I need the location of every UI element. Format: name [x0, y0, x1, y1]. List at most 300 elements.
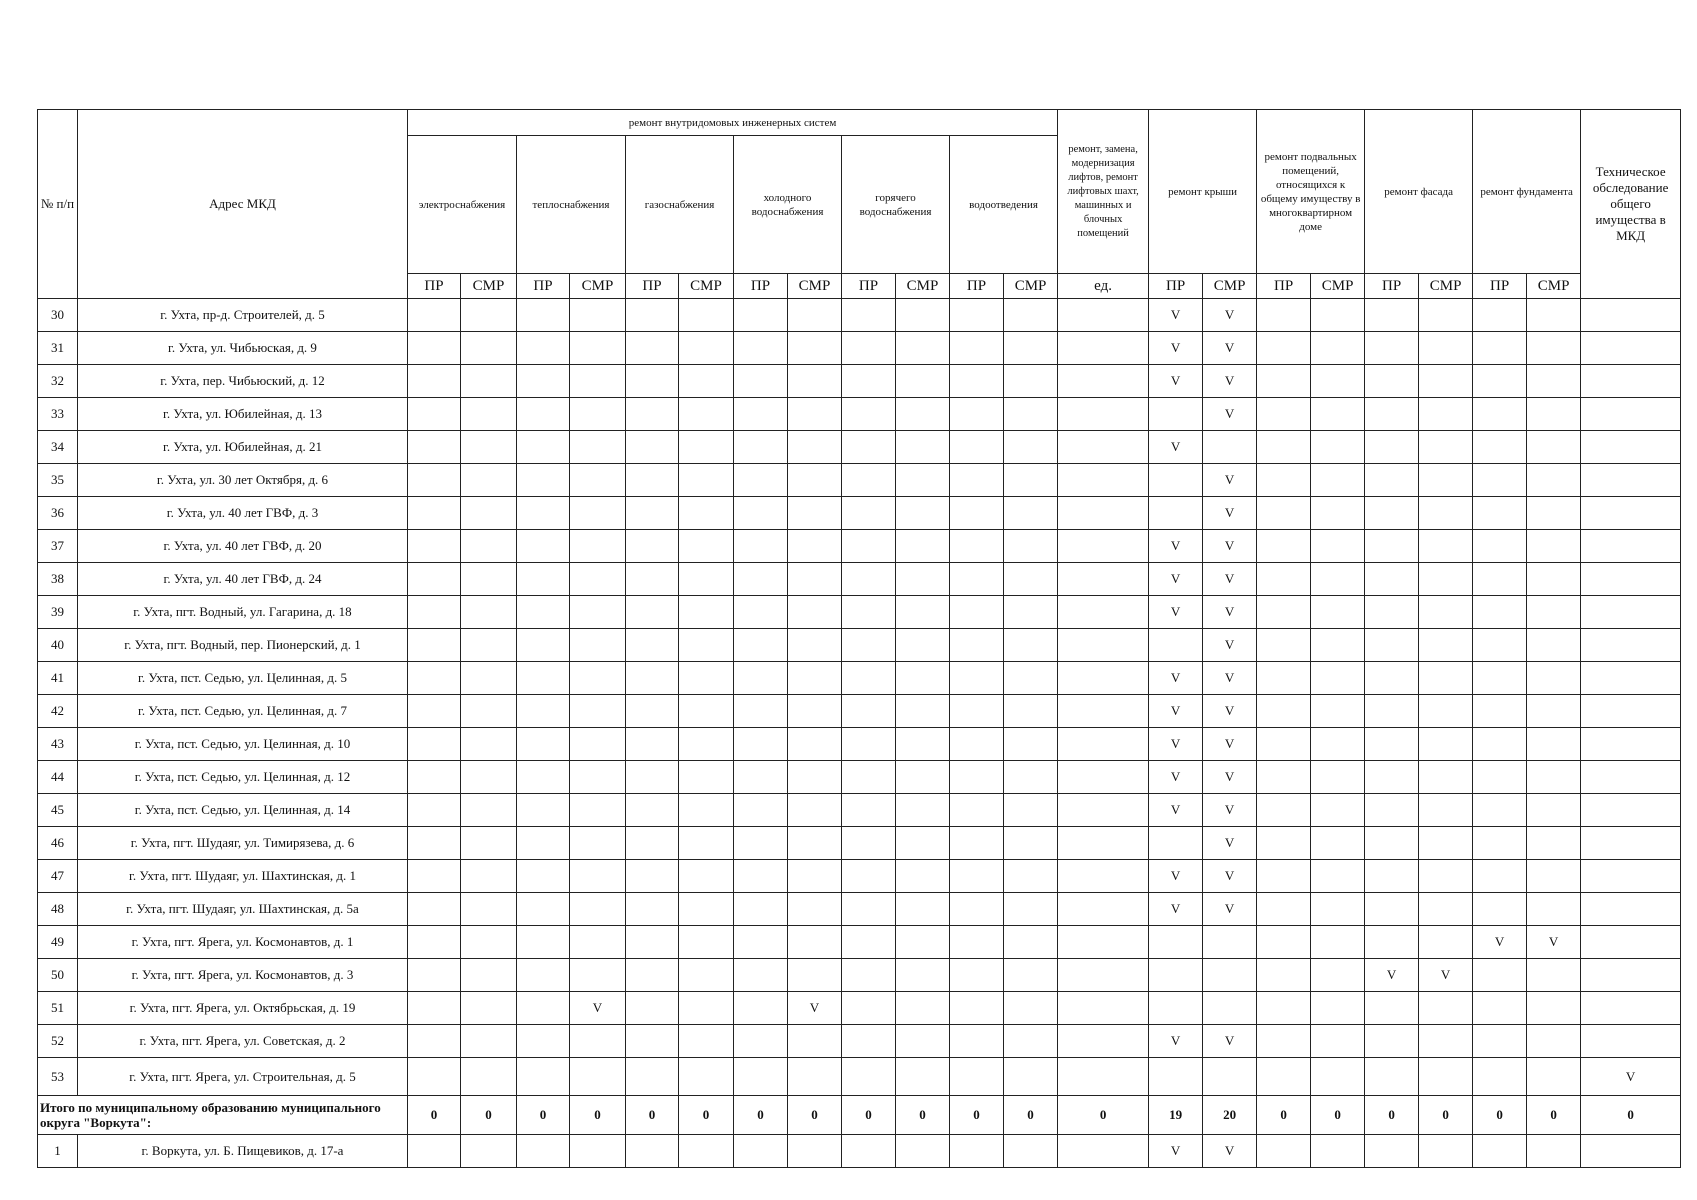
row-cell	[461, 761, 517, 794]
row-cell	[570, 695, 626, 728]
row-cell	[570, 1135, 626, 1168]
row-cell	[1311, 332, 1365, 365]
row-cell	[734, 662, 788, 695]
row-cell	[1527, 860, 1581, 893]
row-cell	[517, 662, 570, 695]
row-number: 30	[38, 299, 78, 332]
row-cell	[842, 431, 896, 464]
row-cell	[1581, 497, 1681, 530]
row-cell	[1257, 794, 1311, 827]
row-cell	[1473, 596, 1527, 629]
row-cell	[1058, 497, 1149, 530]
row-cell	[408, 563, 461, 596]
total-cell: 0	[1581, 1096, 1681, 1135]
subheader-pr: ПР	[1149, 274, 1203, 299]
row-cell	[1581, 893, 1681, 926]
row-cell	[679, 761, 734, 794]
row-address: г. Ухта, пр-д. Строителей, д. 5	[78, 299, 408, 332]
row-address: г. Ухта, пгт. Водный, пер. Пионерский, д. 1	[78, 629, 408, 662]
row-cell	[896, 332, 950, 365]
row-cell	[1527, 398, 1581, 431]
row-cell	[1257, 431, 1311, 464]
total-cell: 0	[896, 1096, 950, 1135]
row-cell	[1311, 1058, 1365, 1096]
row-cell	[842, 299, 896, 332]
row-cell	[517, 530, 570, 563]
row-cell	[679, 992, 734, 1025]
row-cell	[1149, 464, 1203, 497]
row-cell	[626, 596, 679, 629]
row-cell	[1311, 728, 1365, 761]
row-cell	[626, 893, 679, 926]
table-row	[38, 662, 1681, 695]
row-cell	[461, 332, 517, 365]
row-cell	[1058, 695, 1149, 728]
row-cell	[1203, 926, 1257, 959]
row-cell	[1004, 959, 1058, 992]
total-row	[38, 1096, 1681, 1135]
row-cell	[679, 1135, 734, 1168]
total-cell: 0	[517, 1096, 570, 1135]
row-cell	[1419, 992, 1473, 1025]
row-cell	[1311, 398, 1365, 431]
row-cell	[570, 431, 626, 464]
row-cell	[626, 431, 679, 464]
row-cell: V	[1203, 299, 1257, 332]
row-cell	[1419, 1025, 1473, 1058]
row-cell	[1527, 1025, 1581, 1058]
row-cell	[1058, 1025, 1149, 1058]
row-cell	[1257, 695, 1311, 728]
row-cell	[1058, 761, 1149, 794]
row-cell: V	[1203, 662, 1257, 695]
row-cell	[734, 728, 788, 761]
row-cell	[626, 827, 679, 860]
row-cell	[517, 1135, 570, 1168]
row-cell	[1581, 530, 1681, 563]
row-cell: V	[1203, 332, 1257, 365]
table-row	[38, 992, 1681, 1025]
row-cell	[461, 464, 517, 497]
row-address: г. Ухта, ул. Юбилейная, д. 13	[78, 398, 408, 431]
row-cell	[1581, 299, 1681, 332]
row-cell	[950, 398, 1004, 431]
row-cell: V	[1203, 563, 1257, 596]
row-cell	[408, 893, 461, 926]
row-cell	[679, 1058, 734, 1096]
row-cell	[679, 827, 734, 860]
subheader-smr: СМР	[1419, 274, 1473, 299]
row-cell	[626, 365, 679, 398]
row-cell	[1257, 497, 1311, 530]
row-cell	[1419, 695, 1473, 728]
row-cell	[517, 893, 570, 926]
row-number: 33	[38, 398, 78, 431]
row-cell	[626, 398, 679, 431]
row-cell	[896, 1025, 950, 1058]
row-cell	[679, 959, 734, 992]
row-cell	[788, 794, 842, 827]
table-row	[38, 398, 1681, 431]
row-cell	[1004, 695, 1058, 728]
row-cell	[626, 926, 679, 959]
row-cell	[1058, 728, 1149, 761]
row-cell	[408, 530, 461, 563]
subheader-smr: СМР	[788, 274, 842, 299]
row-cell	[461, 1058, 517, 1096]
row-cell	[1473, 299, 1527, 332]
subheader-smr: СМР	[1311, 274, 1365, 299]
row-cell	[1365, 398, 1419, 431]
row-cell	[626, 1025, 679, 1058]
row-cell: V	[1149, 1025, 1203, 1058]
row-cell	[950, 761, 1004, 794]
row-cell	[626, 695, 679, 728]
row-cell	[570, 860, 626, 893]
row-cell: V	[1149, 860, 1203, 893]
row-cell	[408, 662, 461, 695]
total-cell: 0	[1473, 1096, 1527, 1135]
row-cell	[461, 398, 517, 431]
row-cell	[570, 596, 626, 629]
row-cell	[734, 959, 788, 992]
row-cell	[1527, 794, 1581, 827]
row-number: 52	[38, 1025, 78, 1058]
row-cell	[950, 464, 1004, 497]
row-cell: V	[1149, 332, 1203, 365]
total-cell: 0	[408, 1096, 461, 1135]
row-cell	[1311, 464, 1365, 497]
row-address: г. Ухта, ул. 40 лет ГВФ, д. 3	[78, 497, 408, 530]
row-cell	[626, 629, 679, 662]
row-cell	[1473, 1025, 1527, 1058]
row-cell	[734, 827, 788, 860]
row-cell	[517, 332, 570, 365]
row-cell	[626, 728, 679, 761]
row-cell	[517, 1058, 570, 1096]
row-cell	[788, 662, 842, 695]
row-cell	[842, 563, 896, 596]
row-cell	[1365, 299, 1419, 332]
row-cell	[842, 596, 896, 629]
row-cell	[1004, 827, 1058, 860]
row-cell	[517, 431, 570, 464]
row-cell	[1257, 530, 1311, 563]
row-cell	[626, 464, 679, 497]
row-cell	[1365, 497, 1419, 530]
row-number: 41	[38, 662, 78, 695]
row-number: 37	[38, 530, 78, 563]
total-label: Итого по муниципальному образованию муниципального округа "Воркута":	[38, 1096, 408, 1135]
row-cell	[1473, 1135, 1527, 1168]
row-cell	[1365, 827, 1419, 860]
table-row	[38, 1058, 1681, 1096]
row-cell	[1257, 365, 1311, 398]
row-cell	[1419, 728, 1473, 761]
row-cell: V	[1149, 431, 1203, 464]
row-address: г. Ухта, пгт. Шудаяг, ул. Шахтинская, д. 1	[78, 860, 408, 893]
row-cell	[570, 1025, 626, 1058]
row-cell	[1257, 596, 1311, 629]
row-cell	[1058, 398, 1149, 431]
row-cell	[517, 365, 570, 398]
row-cell	[1419, 431, 1473, 464]
row-address: г. Ухта, пгт. Ярега, ул. Строительная, д. 5	[78, 1058, 408, 1096]
row-address: г. Ухта, пгт. Ярега, ул. Октябрьская, д. 19	[78, 992, 408, 1025]
row-cell	[517, 596, 570, 629]
row-cell	[1473, 530, 1527, 563]
row-cell	[1365, 728, 1419, 761]
row-cell	[1419, 761, 1473, 794]
row-cell	[734, 332, 788, 365]
row-cell	[408, 794, 461, 827]
row-address: г. Ухта, пгт. Шудаяг, ул. Тимирязева, д. 6	[78, 827, 408, 860]
row-cell	[1257, 398, 1311, 431]
row-cell	[570, 464, 626, 497]
row-cell	[1473, 332, 1527, 365]
row-cell	[734, 497, 788, 530]
header-address: Адрес МКД	[78, 110, 408, 299]
row-cell	[842, 464, 896, 497]
subheader-smr: СМР	[1203, 274, 1257, 299]
row-cell	[1058, 563, 1149, 596]
row-cell	[461, 596, 517, 629]
row-cell	[1365, 464, 1419, 497]
row-cell	[1257, 629, 1311, 662]
row-cell	[1257, 1058, 1311, 1096]
row-cell	[950, 992, 1004, 1025]
row-cell	[626, 662, 679, 695]
row-cell: V	[1419, 959, 1473, 992]
table-row	[38, 827, 1681, 860]
row-cell	[788, 629, 842, 662]
row-cell	[570, 827, 626, 860]
row-cell	[408, 365, 461, 398]
row-cell	[408, 860, 461, 893]
row-cell	[517, 695, 570, 728]
header-lifts: ремонт, замена, модернизация лифтов, ремонт лифтовых шахт, машинных и блочных помещений	[1058, 110, 1149, 274]
row-cell	[950, 695, 1004, 728]
row-cell	[734, 299, 788, 332]
row-cell	[734, 398, 788, 431]
row-cell	[1257, 662, 1311, 695]
row-cell	[1365, 1025, 1419, 1058]
row-cell	[1419, 464, 1473, 497]
row-cell	[788, 1135, 842, 1168]
row-cell	[461, 1025, 517, 1058]
row-cell	[517, 761, 570, 794]
row-cell	[1581, 1135, 1681, 1168]
row-cell	[1149, 827, 1203, 860]
row-cell	[461, 299, 517, 332]
row-cell	[1581, 662, 1681, 695]
row-cell	[1473, 959, 1527, 992]
row-cell	[896, 728, 950, 761]
row-cell	[788, 398, 842, 431]
row-cell	[408, 299, 461, 332]
row-cell	[570, 365, 626, 398]
row-cell	[1473, 827, 1527, 860]
row-cell	[679, 431, 734, 464]
row-cell	[408, 827, 461, 860]
row-cell	[570, 926, 626, 959]
row-cell	[517, 959, 570, 992]
row-cell	[1311, 596, 1365, 629]
row-cell	[950, 959, 1004, 992]
row-cell	[842, 992, 896, 1025]
row-cell	[1365, 761, 1419, 794]
row-cell	[1004, 794, 1058, 827]
row-address: г. Ухта, пст. Седью, ул. Целинная, д. 14	[78, 794, 408, 827]
row-cell	[408, 728, 461, 761]
row-cell	[1419, 365, 1473, 398]
row-cell	[896, 563, 950, 596]
row-cell	[1527, 464, 1581, 497]
row-cell	[1004, 926, 1058, 959]
row-cell	[1581, 1025, 1681, 1058]
row-cell	[842, 959, 896, 992]
row-cell	[626, 332, 679, 365]
row-cell	[950, 497, 1004, 530]
row-cell: V	[1203, 827, 1257, 860]
row-cell	[896, 860, 950, 893]
header-engineering-systems: ремонт внутридомовых инженерных систем	[408, 110, 1058, 136]
row-cell	[517, 860, 570, 893]
row-cell	[1527, 728, 1581, 761]
table-row	[38, 794, 1681, 827]
row-cell	[517, 827, 570, 860]
row-cell	[1004, 1058, 1058, 1096]
table-row	[38, 761, 1681, 794]
row-cell	[1365, 992, 1419, 1025]
row-cell	[679, 695, 734, 728]
row-cell	[1058, 464, 1149, 497]
row-cell	[1581, 761, 1681, 794]
row-cell	[1473, 794, 1527, 827]
row-cell	[1581, 332, 1681, 365]
subheader-pr: ПР	[734, 274, 788, 299]
row-cell	[734, 695, 788, 728]
row-cell	[788, 695, 842, 728]
row-cell	[679, 530, 734, 563]
row-cell	[788, 497, 842, 530]
row-cell	[1004, 398, 1058, 431]
row-cell	[896, 1135, 950, 1168]
row-address: г. Ухта, пст. Седью, ул. Целинная, д. 12	[78, 761, 408, 794]
subheader-unit: ед.	[1058, 274, 1149, 299]
row-cell	[1365, 563, 1419, 596]
row-cell	[1257, 761, 1311, 794]
subheader-pr: ПР	[408, 274, 461, 299]
row-cell	[1473, 695, 1527, 728]
row-cell	[1257, 992, 1311, 1025]
subheader-pr: ПР	[1257, 274, 1311, 299]
row-cell	[950, 827, 1004, 860]
row-cell	[1257, 827, 1311, 860]
row-cell	[408, 332, 461, 365]
row-address: г. Ухта, пст. Седью, ул. Целинная, д. 10	[78, 728, 408, 761]
row-cell	[1058, 1135, 1149, 1168]
row-cell	[517, 794, 570, 827]
row-cell	[788, 1025, 842, 1058]
row-cell	[1058, 794, 1149, 827]
row-cell	[1004, 332, 1058, 365]
row-cell	[896, 497, 950, 530]
header-electric: электроснабжения	[408, 136, 517, 274]
row-number: 31	[38, 332, 78, 365]
row-cell	[1527, 662, 1581, 695]
row-cell	[896, 794, 950, 827]
row-cell	[1058, 530, 1149, 563]
table-row	[38, 365, 1681, 398]
total-cell: 0	[842, 1096, 896, 1135]
row-cell	[679, 464, 734, 497]
row-cell: V	[1365, 959, 1419, 992]
row-cell	[1311, 860, 1365, 893]
row-cell	[1419, 1058, 1473, 1096]
row-cell	[679, 563, 734, 596]
row-cell	[1203, 959, 1257, 992]
row-cell	[1581, 926, 1681, 959]
row-cell	[1203, 992, 1257, 1025]
total-cell: 0	[1365, 1096, 1419, 1135]
row-cell	[570, 629, 626, 662]
row-number: 42	[38, 695, 78, 728]
row-cell	[1419, 332, 1473, 365]
subheader-smr: СМР	[1527, 274, 1581, 299]
row-cell	[679, 1025, 734, 1058]
row-cell	[1527, 1135, 1581, 1168]
row-cell	[734, 464, 788, 497]
row-cell	[626, 1135, 679, 1168]
row-cell	[1058, 662, 1149, 695]
row-cell	[1365, 365, 1419, 398]
row-cell	[788, 827, 842, 860]
row-cell	[950, 299, 1004, 332]
row-cell	[570, 530, 626, 563]
row-cell	[1527, 563, 1581, 596]
row-cell	[408, 992, 461, 1025]
row-cell: V	[1203, 365, 1257, 398]
row-cell	[461, 629, 517, 662]
row-cell: V	[1149, 728, 1203, 761]
row-cell: V	[1149, 893, 1203, 926]
row-cell: V	[570, 992, 626, 1025]
row-cell	[1365, 893, 1419, 926]
row-cell	[788, 365, 842, 398]
row-cell: V	[1149, 794, 1203, 827]
row-cell	[1004, 728, 1058, 761]
row-cell	[1311, 530, 1365, 563]
total-cell: 0	[1311, 1096, 1365, 1135]
row-cell: V	[1203, 530, 1257, 563]
document-sheet	[37, 109, 1677, 1168]
row-cell	[626, 860, 679, 893]
row-cell	[950, 431, 1004, 464]
row-cell	[679, 332, 734, 365]
row-cell	[842, 1058, 896, 1096]
row-cell	[570, 563, 626, 596]
total-cell: 20	[1203, 1096, 1257, 1135]
row-cell	[1581, 629, 1681, 662]
row-number: 49	[38, 926, 78, 959]
table-row	[38, 464, 1681, 497]
row-address: г. Ухта, пер. Чибьюский, д. 12	[78, 365, 408, 398]
row-cell	[517, 563, 570, 596]
row-cell	[788, 299, 842, 332]
row-cell	[788, 464, 842, 497]
header-foundation: ремонт фундамента	[1473, 110, 1581, 274]
